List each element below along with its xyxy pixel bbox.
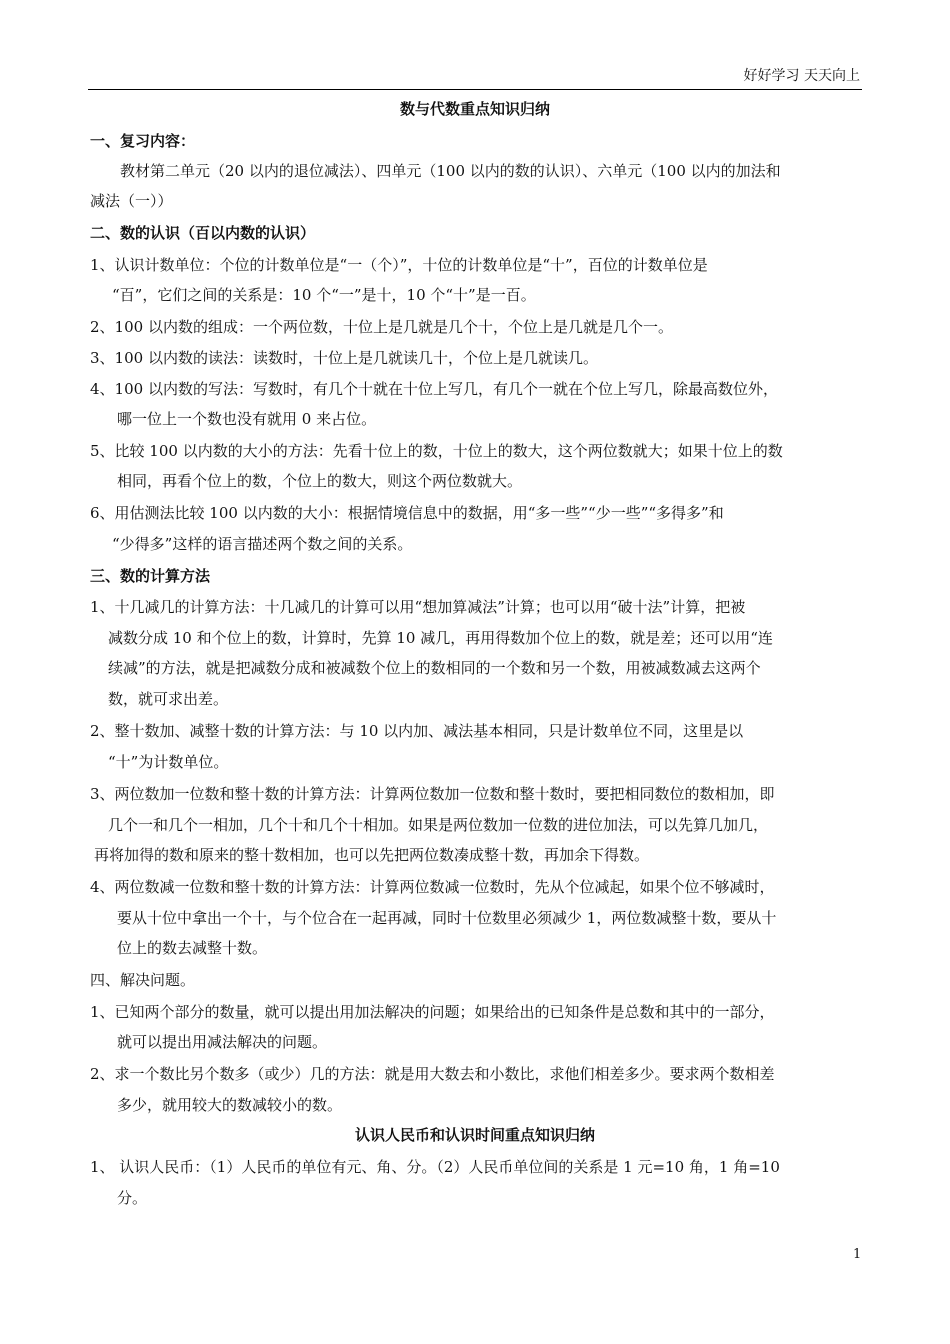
- s2-item-5: 5、比较 100 以内数的大小的方法：先看十位上的数，十位上的数大，这个两位数就大；如果十位上的数: [90, 442, 783, 460]
- heading-problem-solving: 四、解决问题。: [90, 971, 196, 989]
- s2-item-5-cont: 相同，再看个位上的数，个位上的数大，则这个两位数就大。: [117, 472, 523, 490]
- s1-line-2: 减法（一））: [90, 192, 173, 210]
- s2-item-4: 4、100 以内数的写法：写数时，有几个十就在十位上写几，有几个一就在个位上写几，除最高数位外，: [90, 380, 778, 398]
- s1-line-1: 教材第二单元（20 以内的退位减法）、四单元（100 以内的数的认识）、六单元（100 以内的加法和: [120, 162, 781, 180]
- s3-item-3-cont-2: 再将加得的数和原来的整十数相加，也可以先把两位数凑成整十数，再加余下得数。: [94, 846, 650, 864]
- s3-item-1: 1、十几减几的计算方法：十几减几的计算可以用“想加算减法”计算；也可以用“破十法”计算，把被: [90, 598, 746, 616]
- title-money-time: 认识人民币和认识时间重点知识归纳: [354, 1126, 595, 1144]
- s2-item-3: 3、100 以内数的读法：读数时，十位上是几就读几十，个位上是几就读几。: [90, 349, 598, 367]
- s4-item-2: 2、求一个数比另个数多（或少）几的方法：就是用大数去和小数比，求他们相差多少。要求两个数相差: [90, 1065, 775, 1083]
- s2-item-1: 1、认识计数单位：个位的计数单位是“一（个）”，十位的计数单位是“十”，百位的计数单位是: [90, 256, 708, 274]
- s3-item-2: 2、整十数加、减整十数的计算方法：与 10 以内加、减法基本相同，只是计数单位不同，这里是以: [90, 722, 744, 740]
- s2-item-1-cont: “百”，它们之间的关系是：10 个“一”是十，10 个“十”是一百。: [112, 286, 536, 304]
- s5-item-1: 1、 认识人民币：（1）人民币的单位有元、角、分。（2）人民币单位间的关系是 1 元=10 角，1 角=10: [90, 1158, 780, 1176]
- s2-item-2: 2、100 以内数的组成：一个两位数，十位上是几就是几个十，个位上是几就是几个一。: [90, 318, 673, 336]
- s4-item-2-cont: 多少，就用较大的数减较小的数。: [117, 1096, 343, 1114]
- header-text: 好好学习 天天向上: [743, 68, 860, 84]
- s3-item-3: 3、两位数加一位数和整十数的计算方法：计算两位数加一位数和整十数时，要把相同数位的数相加，即: [90, 785, 775, 803]
- s3-item-3-cont-1: 几个一和几个一相加，几个十和几个十相加。如果是两位数加一位数的进位加法，可以先算几加几，: [108, 816, 769, 834]
- s3-item-4-cont-2: 位上的数去减整十数。: [117, 939, 268, 957]
- s3-item-1-cont-1: 减数分成 10 和个位上的数，计算时，先算 10 减几，再用得数加个位上的数，就是差；还可以用“连: [108, 629, 773, 647]
- s4-item-1-cont: 就可以提出用减法解决的问题。: [117, 1033, 328, 1051]
- s3-item-4: 4、两位数减一位数和整十数的计算方法：计算两位数减一位数时，先从个位减起，如果个位不够减时，: [90, 878, 775, 896]
- s4-item-1: 1、已知两个部分的数量，就可以提出用加法解决的问题；如果给出的已知条件是总数和其中的一部分，: [90, 1003, 775, 1021]
- s2-item-6-cont: “少得多”这样的语言描述两个数之间的关系。: [112, 535, 413, 553]
- s3-item-4-cont-1: 要从十位中拿出一个十，与个位合在一起再减，同时十位数里必须减少 1，两位数减整十数，要从十: [117, 909, 777, 927]
- header-rule: [88, 89, 862, 90]
- s3-item-2-cont: “十”为计数单位。: [108, 753, 229, 771]
- title-numbers-algebra: 数与代数重点知识归纳: [399, 100, 550, 118]
- s2-item-4-cont: 哪一位上一个数也没有就用 0 来占位。: [117, 410, 377, 428]
- heading-calculation-methods: 三、数的计算方法: [90, 567, 211, 585]
- s5-item-1-cont: 分。: [117, 1189, 148, 1207]
- s2-item-6: 6、用估测法比较 100 以内数的大小：根据情境信息中的数据，用“多一些”“少一些”“多得多”和: [90, 504, 724, 522]
- heading-review-content: 一、复习内容：: [90, 132, 196, 150]
- page-number: 1: [853, 1247, 862, 1262]
- s3-item-1-cont-3: 数，就可求出差。: [108, 690, 229, 708]
- s3-item-1-cont-2: 续减”的方法，就是把减数分成和被减数个位上的数相同的一个数和另一个数，用被减数减去这两个: [108, 659, 761, 677]
- heading-number-recognition: 二、数的认识（百以内数的认识）: [90, 224, 316, 242]
